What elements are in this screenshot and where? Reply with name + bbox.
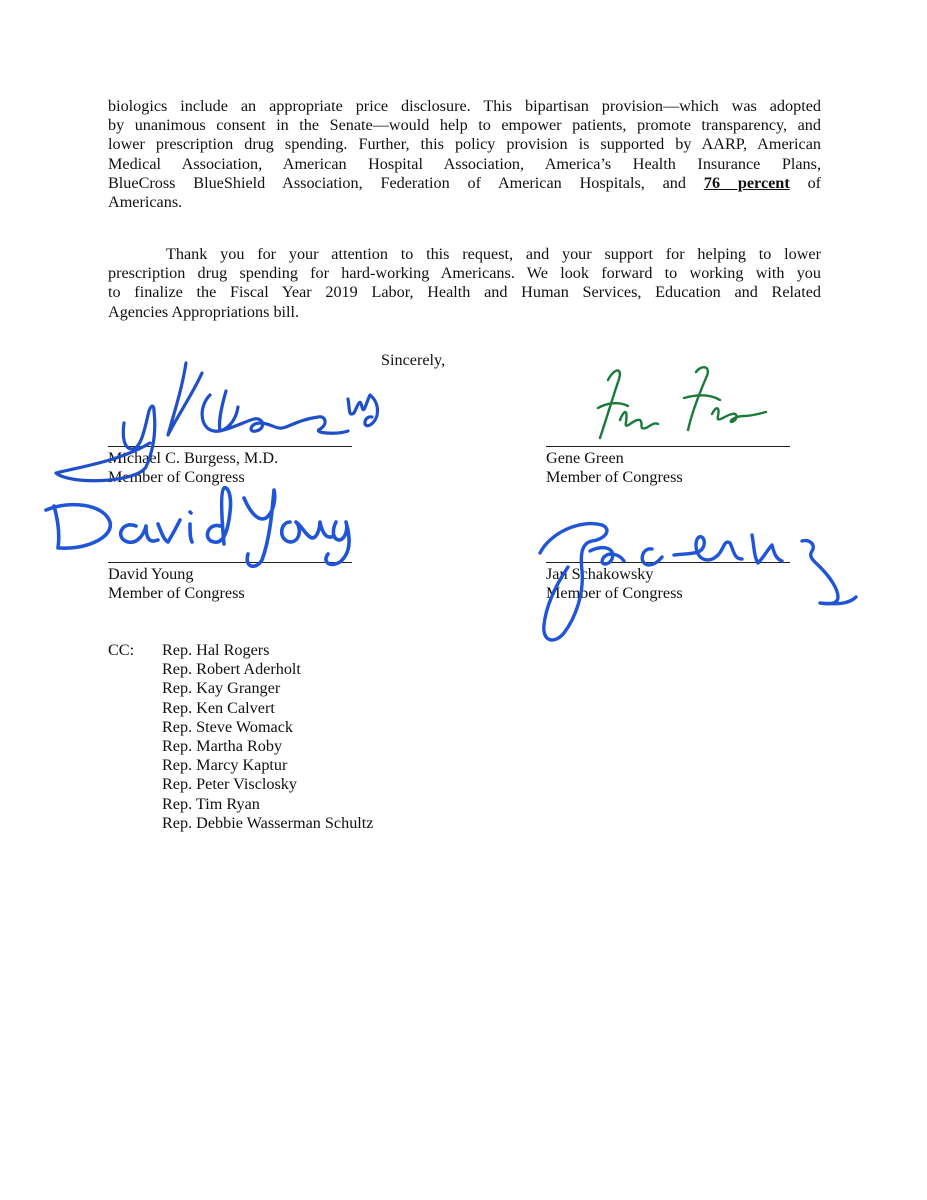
signature-line [108, 446, 352, 447]
signature-strokes [46, 488, 349, 567]
cc-recipient: Rep. Martha Roby [162, 736, 283, 755]
paragraph-line: biologics include an appropriate price disclosure. This bipartisan provision—which was adopted [108, 97, 821, 115]
signatory-name: Michael C. Burgess, M.D. [108, 449, 279, 467]
paragraph-line: Medical Association, American Hospital Association, America’s Health Insurance Plans, [108, 154, 821, 173]
signature-young [40, 482, 370, 572]
cc-recipient: Rep. Steve Womack [162, 717, 294, 736]
signature-green [588, 362, 788, 452]
paragraph-line: by unanimous consent in the Senate—would help to empower patients, promote transparency, and [108, 116, 821, 135]
signatory-title: Member of Congress [546, 584, 683, 602]
paragraph-line: Americans. [108, 193, 183, 212]
cc-recipient: Rep. Debbie Wasserman Schultz [162, 813, 374, 832]
signatory-name: Gene Green [546, 449, 624, 467]
paragraph-line: Agencies Appropriations bill. [108, 302, 300, 321]
cc-recipient: Rep. Marcy Kaptur [162, 756, 288, 775]
paragraph-line-with-emphasis [108, 174, 821, 193]
cc-recipient: Rep. Robert Aderholt [162, 660, 301, 679]
signatory-name: Jan Schakowsky [546, 565, 654, 583]
emphasized-statistic: 76 percent [703, 173, 790, 192]
paragraph-thank-you [108, 245, 821, 322]
paragraph-line: to finalize the Fiscal Year 2019 Labor, Health and Human Services, Education and Related [108, 283, 821, 302]
cc-recipient: Rep. Hal Rogers [162, 641, 270, 659]
signature-line [108, 562, 352, 563]
signature-line [546, 446, 790, 447]
signature-strokes [598, 367, 766, 438]
signatory-title: Member of Congress [108, 468, 245, 486]
paragraph-line: lower prescription drug spending. Further, this policy provision is supported by AARP, American [108, 135, 821, 154]
paragraph-line: Thank you for your attention to this request, and your support for helping to lower [166, 245, 821, 263]
cc-recipient: Rep. Kay Granger [162, 679, 281, 698]
cc-recipient: Rep. Peter Visclosky [162, 775, 297, 794]
paragraph-price-disclosure [108, 97, 821, 212]
cc-recipient: Rep. Ken Calvert [162, 698, 275, 717]
closing: Sincerely, [381, 351, 446, 369]
signatory-title: Member of Congress [108, 584, 245, 602]
signatory-name: David Young [108, 565, 194, 583]
cc-recipient-list [162, 641, 373, 833]
paragraph-line: prescription drug spending for hard-working Americans. We look forward to working with you [108, 264, 821, 283]
cc-label: CC: [108, 641, 135, 659]
cc-recipient: Rep. Tim Ryan [162, 794, 260, 813]
signatory-title: Member of Congress [546, 468, 683, 486]
line-text: BlueCross BlueShield Association, Federation of American Hospitals, and [108, 173, 686, 192]
signature-line [546, 562, 790, 563]
line-text: of [807, 173, 822, 192]
